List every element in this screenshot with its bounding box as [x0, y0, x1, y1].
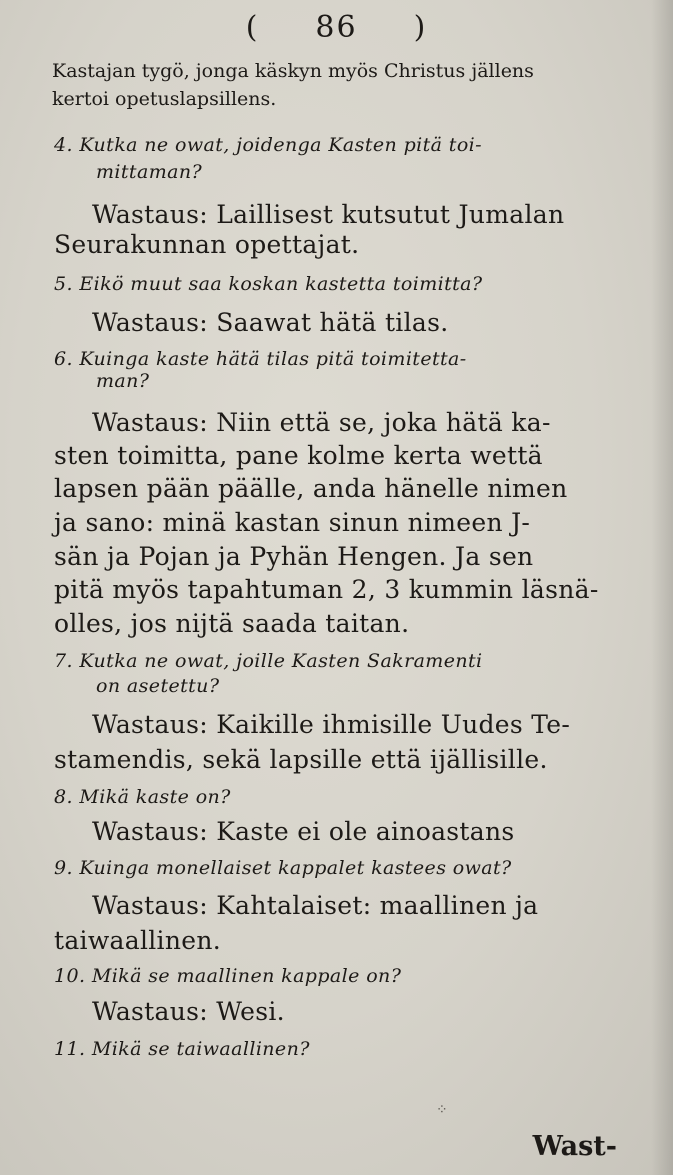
answer-4: Wastaus: Laillisest kutsutut Jumalan [92, 200, 565, 229]
question-11: 11. Mikä se taiwaallinen? [54, 1038, 310, 1060]
question-7: 7. Kutka ne owat, joille Kasten Sakramenti [54, 650, 483, 672]
question-10: 10. Mikä se maallinen kappale on? [54, 965, 402, 987]
answer-9: Wastaus: Kahtalaiset: maallinen ja [92, 891, 539, 920]
question-8: 8. Mikä kaste on? [54, 786, 231, 808]
page-number: 86 [315, 10, 358, 45]
text-line: Kastajan tygö, jonga käskyn myös Christus jällens [52, 60, 534, 82]
question-7-cont: on asetettu? [96, 675, 220, 697]
answer-7-cont: stamendis, sekä lapsille että ijällisille. [54, 745, 548, 774]
answer-6-line: ja sano: minä kastan sinun nimeen J- [54, 508, 531, 537]
text-line: kertoi opetuslapsillens. [52, 88, 277, 110]
ink-speck: ⁘ [436, 1102, 448, 1118]
question-4-cont: mittaman? [96, 161, 203, 183]
catchword: Wast- [532, 1131, 617, 1162]
answer-5: Wastaus: Saawat hätä tilas. [92, 308, 449, 337]
answer-6: Wastaus: Niin että se, joka hätä ka- [92, 408, 551, 437]
question-4: 4. Kutka ne owat, joidenga Kasten pitä toi- [54, 134, 482, 156]
page-header [0, 10, 673, 45]
answer-6-line: lapsen pään päälle, anda hänelle nimen [54, 474, 568, 503]
answer-6-line: olles, jos nijtä saada taitan. [54, 609, 410, 638]
answer-6-line: sän ja Pojan ja Pyhän Hengen. Ja sen [54, 542, 534, 571]
answer-4-cont: Seurakunnan opettajat. [54, 230, 360, 259]
question-6-cont: man? [96, 370, 150, 392]
answer-8: Wastaus: Kaste ei ole ainoastans [92, 817, 515, 846]
question-9: 9. Kuinga monellaiset kappalet kastees owat? [54, 857, 512, 879]
header-paren-right: ) [413, 10, 428, 45]
answer-6-line: sten toimitta, pane kolme kerta wettä [54, 441, 543, 470]
answer-9-cont: taiwaallinen. [54, 926, 221, 955]
question-6: 6. Kuinga kaste hätä tilas pitä toimitetta- [54, 348, 467, 370]
question-5: 5. Eikö muut saa koskan kastetta toimitta? [54, 273, 483, 295]
answer-10: Wastaus: Wesi. [92, 997, 285, 1026]
header-paren-left: ( [245, 10, 260, 45]
answer-6-line: pitä myös tapahtuman 2, 3 kummin läsnä- [54, 575, 599, 604]
answer-7: Wastaus: Kaikille ihmisille Uudes Te- [92, 710, 571, 739]
